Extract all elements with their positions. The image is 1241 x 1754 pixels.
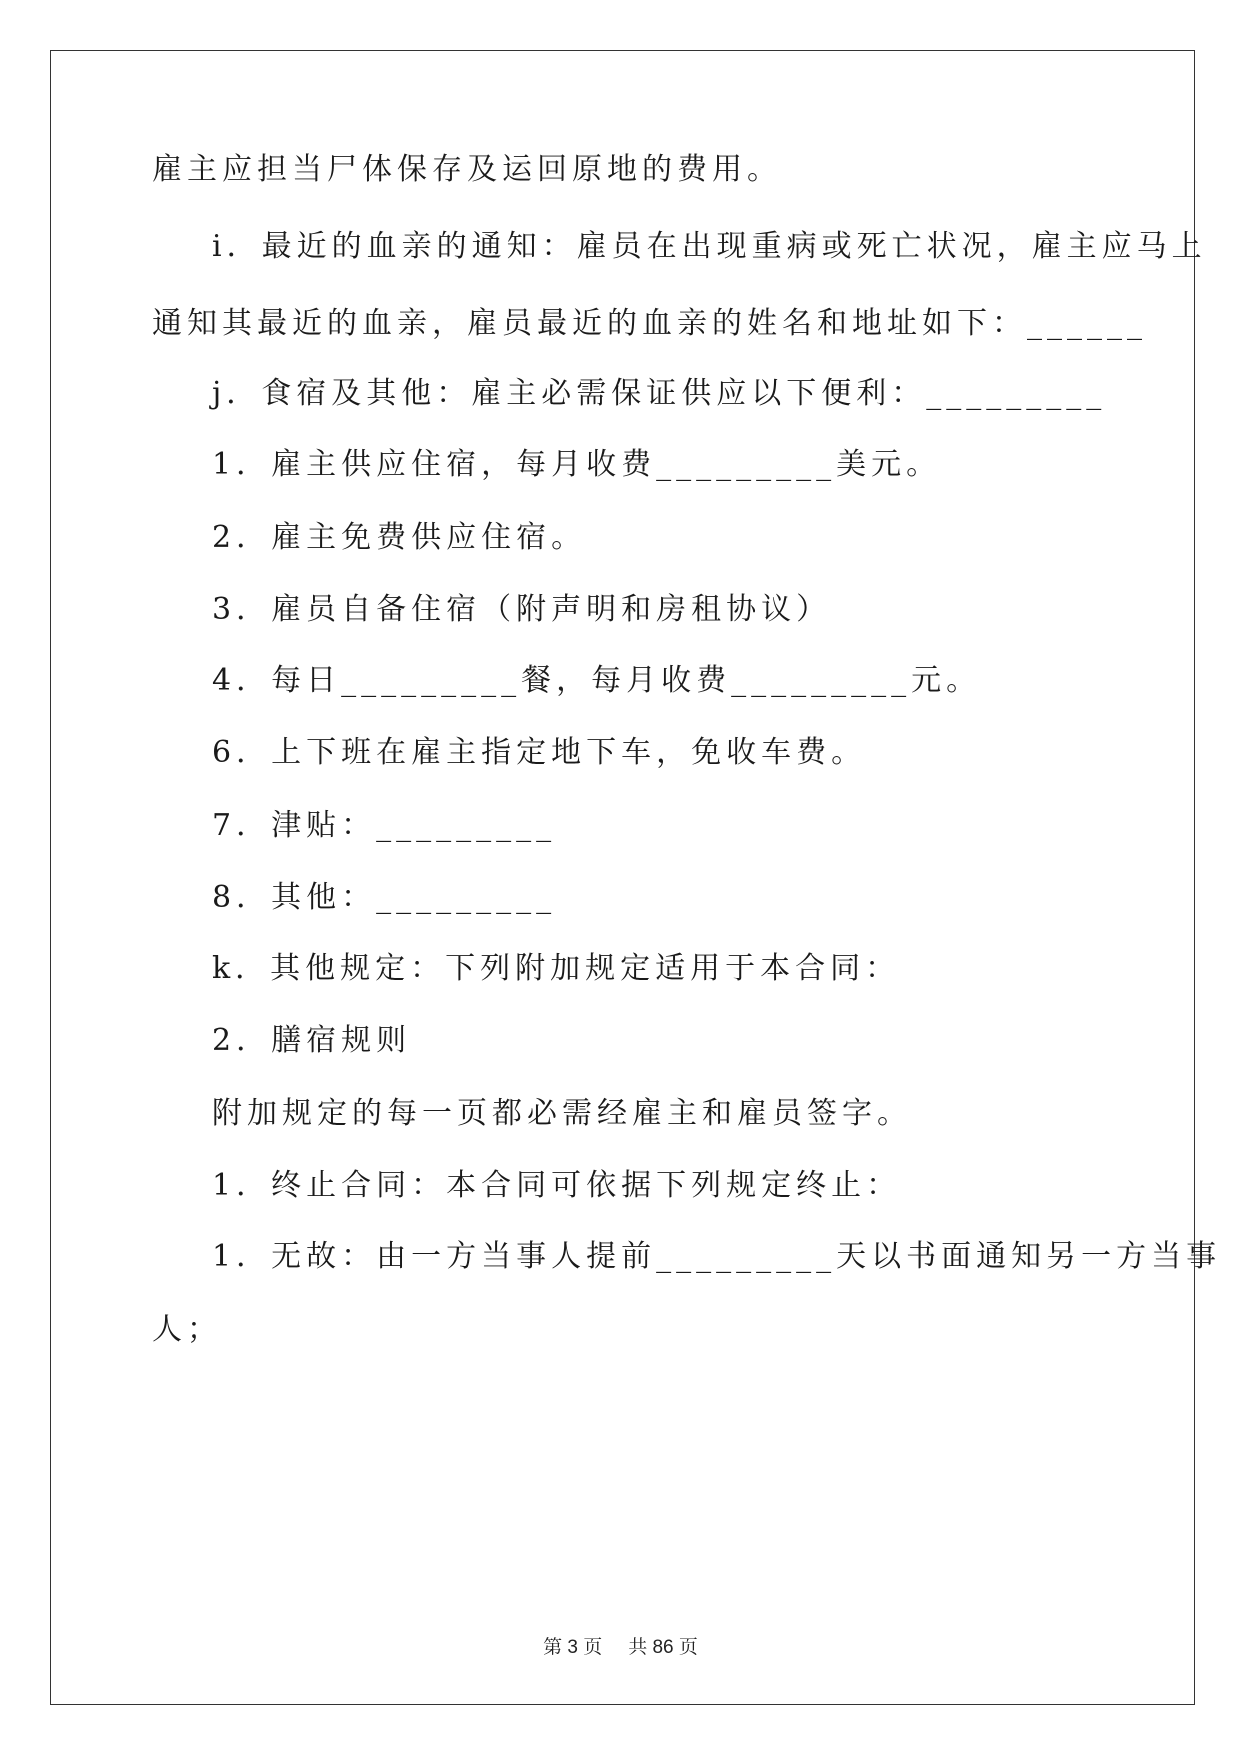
page-number: 第 3 页 [543,1637,603,1658]
paragraph-line: 4．每日_________餐，每月收费_________元。 [212,663,982,698]
paragraph-line: 通知其最近的血亲，雇员最近的血亲的姓名和地址如下：______ [152,306,1147,341]
paragraph-line: 2．膳宿规则 [212,1023,412,1058]
paragraph-line: 2．雇主免费供应住宿。 [212,520,587,555]
paragraph-line: 附加规定的每一页都必需经雇主和雇员签字。 [212,1096,912,1131]
page-footer [0,1632,1241,1659]
paragraph-line: 8．其他：_________ [212,880,557,915]
paragraph-line: 7．津贴：_________ [212,808,557,843]
paragraph-line: 1．无故：由一方当事人提前_________天以书面通知另一方当事 [212,1239,1222,1274]
page-total: 共 86 页 [628,1637,698,1658]
paragraph-line: 雇主应担当尸体保存及运回原地的费用。 [152,152,782,187]
paragraph-line: i．最近的血亲的通知：雇员在出现重病或死亡状况，雇主应马上 [212,229,1207,264]
paragraph-line: k．其他规定：下列附加规定适用于本合同： [212,951,901,986]
paragraph-line: 3．雇员自备住宿（附声明和房租协议） [212,592,832,627]
paragraph-line: j．食宿及其他：雇主必需保证供应以下便利：_________ [212,376,1107,411]
paragraph-line: 人； [152,1312,222,1347]
paragraph-line: 1．雇主供应住宿，每月收费_________美元。 [212,447,942,482]
paragraph-line: 6．上下班在雇主指定地下车，免收车费。 [212,735,867,770]
paragraph-line: 1．终止合同：本合同可依据下列规定终止： [212,1168,902,1203]
